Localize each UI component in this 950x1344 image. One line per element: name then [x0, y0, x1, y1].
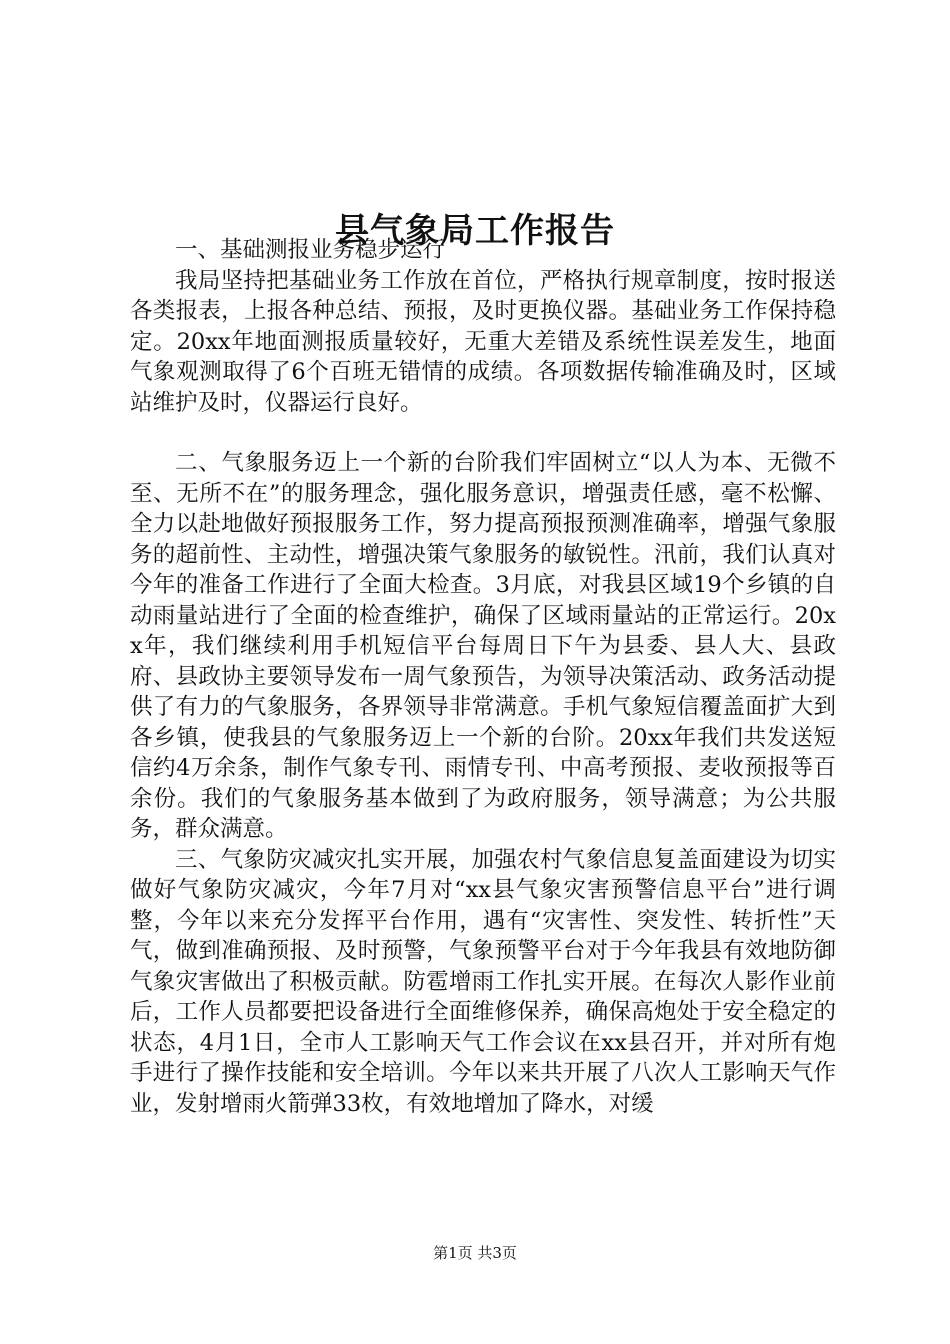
section-heading-1: 一、基础测报业务稳步运行 — [175, 237, 446, 263]
page-title: 县气象局工作报告 — [335, 210, 615, 251]
paragraph-1: 我局坚持把基础业务工作放在首位，严格执行规章制度，按时报送各类报表，上报各种总结、预报，及时更换仪器。基础业务工作保持稳定。20xx年地面测报质量较好，无重大差错及系统性误差发生，地面气象观测取得了6个百班无错情的成绩。各项数据传输准确及时，区域站维护及时，仪器运行良好。 — [130, 267, 836, 416]
paragraph-3: 三、气象防灾减灾扎实开展，加强农村气象信息复盖面建设为切实做好气象防灾减灾，今年7月对“xx县气象灾害预警信息平台”进行调整，今年以来充分发挥平台作用，遇有“灾害性、突发性、转折性”天气，做到准确预报、及时预警，气象预警平台对于今年我县有效地防御气象灾害做出了积极贡献。防雹增雨工作扎实开展。在每次人影作业前后，工作人员都要把设备进行全面维修保养，确保高炮处于安全稳定的状态，4月1日，全市人工影响天气工作会议在xx县召开，并对所有炮手进行了操作技能和安全培训。今年以来共开展了八次人工影响天气作业，发射增雨火箭弹33枚，有效地增加了降水，对缓 — [130, 846, 836, 1117]
paragraph-2: 二、气象服务迈上一个新的台阶我们牢固树立“以人为本、无微不至、无所不在”的服务理念，强化服务意识，增强责任感，毫不松懈、全力以赴地做好预报服务工作，努力提高预报预测准确率，增强气象服务的超前性、主动性，增强决策气象服务的敏锐性。汛前，我们认真对今年的准备工作进行了全面大检查。3月底，对我县区域19个乡镇的自动雨量站进行了全面的检查维护，确保了区域雨量站的正常运行。20xx年，我们继续利用手机短信平台每周日下午为县委、县人大、县政府、县政协主要领导发布一周气象预告，为领导决策活动、政务活动提供了有力的气象服务，各界领导非常满意。手机气象短信覆盖面扩大到各乡镇，使我县的气象服务迈上一个新的台阶。20xx年我们共发送短信约4万余条，制作气象专刊、雨情专刊、中高考预报、麦收预报等百余份。我们的气象服务基本做到了为政府服务，领导满意；为公共服务，群众满意。 — [130, 450, 836, 842]
page-footer: 第1页 共3页 — [433, 1244, 517, 1262]
document-body — [130, 235, 836, 1119]
